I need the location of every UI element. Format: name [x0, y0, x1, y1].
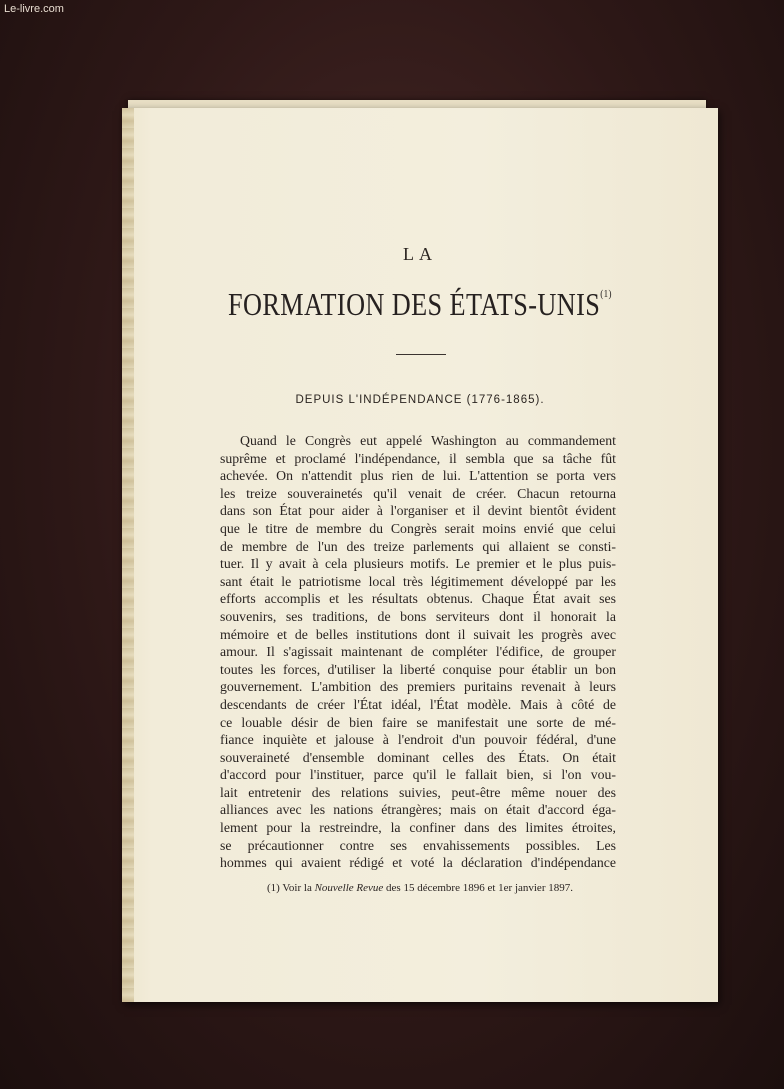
text-line: souveraineté d'ensemble dominant celles des États. On était — [220, 749, 616, 765]
text-line: les treize souverainetés qu'il venait de créer. Chacun retourna — [220, 485, 616, 501]
text-line: souvenirs, ses traditions, de bons serviteurs dont il honorait la — [220, 608, 616, 624]
text-line: hommes qui avaient rédigé et voté la déclaration d'indépendance — [220, 855, 616, 871]
text-line: ce louable désir de bien faire se manifestait une sorte de mé- — [220, 714, 616, 730]
text-line: descendants de créer l'État idéal, l'État modèle. Mais à côté de — [220, 696, 616, 712]
text-line: achevée. On n'attendit plus rien de lui. L'attention se porta vers — [220, 468, 616, 484]
text-line: Quand le Congrès eut appelé Washington au commandement — [240, 433, 616, 448]
footnote-journal: Nouvelle Revue — [314, 882, 384, 894]
subtitle: DEPUIS L'INDÉPENDANCE (1776-1865). — [295, 394, 545, 406]
text-line: efforts accomplis et les résultats obtenus. Chaque État avait ses — [220, 591, 616, 607]
page-title — [176, 286, 665, 323]
text-line: que le titre de membre du Congrès serait moins envié que celui — [220, 520, 616, 536]
text-line: lement pour la restreindre, la confiner dans des limites étroites, — [220, 820, 616, 836]
text-line: fiance inquiète et jalouse à l'endroit d'un pouvoir fédéral, d'une — [220, 732, 616, 748]
title-article: LA — [403, 244, 437, 264]
text-line: tuer. Il y avait à cela plusieurs motifs. Le premier et le plus puis- — [220, 556, 616, 572]
watermark: Le-livre.com — [4, 3, 64, 15]
body-text — [220, 432, 616, 872]
text-line: gouvernement. L'ambition des premiers puritains revenait à leurs — [220, 679, 616, 695]
footnote — [122, 882, 718, 894]
text-line: de membre de l'un des treize parlements qui allaient se consti- — [220, 538, 616, 554]
document-page — [122, 108, 718, 1002]
text-line: toutes les forces, d'utiliser la liberté conquise pour établir un bon — [220, 661, 616, 677]
title-text: FORMATION DES ÉTATS-UNIS — [228, 286, 601, 322]
text-line: d'accord pour l'instituer, parce qu'il le fallait bien, si l'on vou- — [220, 767, 616, 783]
text-line: amour. Il s'agissait maintenant de compléter l'édifice, de grouper — [220, 644, 616, 660]
text-line: alliances avec les nations étrangères; mais on était d'accord éga- — [220, 802, 616, 818]
text-line: suprême et proclamé l'indépendance, il sembla que sa tâche fût — [220, 450, 616, 466]
text-line: lait entretenir des relations suivies, peut-être même nouer des — [220, 784, 616, 800]
footnote-mark: (1) — [600, 288, 612, 300]
text-line: se précautionner contre ses envahissements possibles. Les — [220, 837, 616, 853]
footnote-prefix: (1) Voir la — [267, 882, 312, 894]
title-rule — [396, 354, 446, 355]
text-line: mémoire et de belles institutions dont il suivait les progrès avec — [220, 626, 616, 642]
footnote-suffix: des 15 décembre 1896 et 1er janvier 1897. — [386, 882, 573, 894]
text-line: sant était le patriotisme local très légitimement développé par les — [220, 573, 616, 589]
text-line: dans son État pour aider à l'organiser et il devint bientôt évident — [220, 503, 616, 519]
